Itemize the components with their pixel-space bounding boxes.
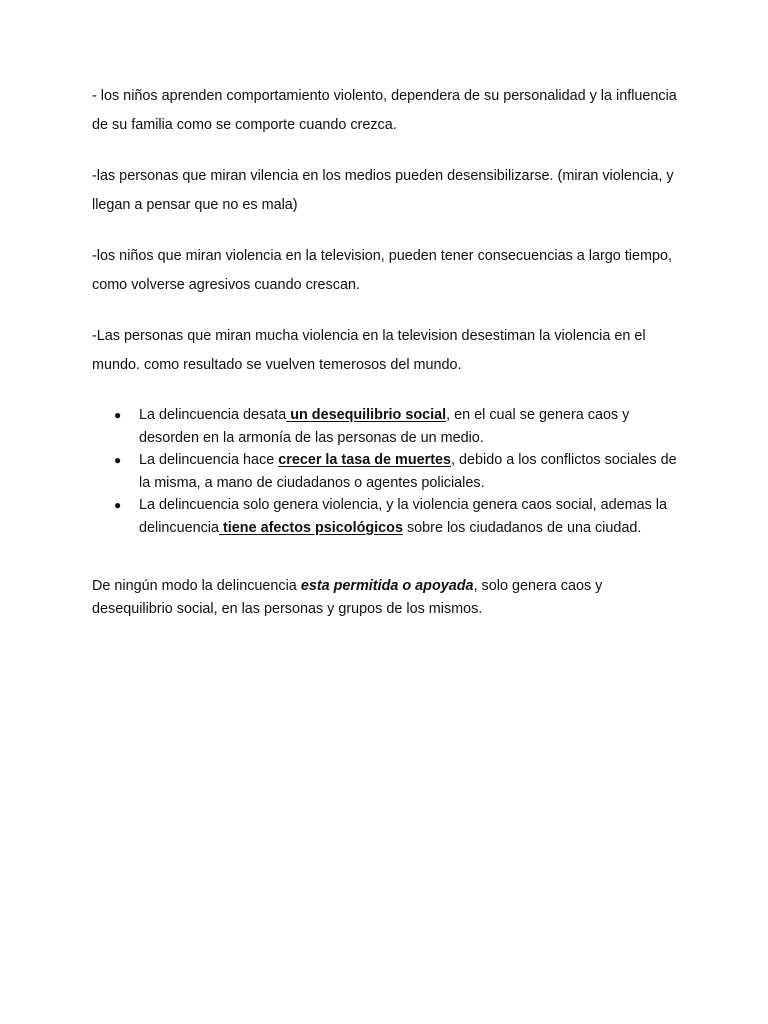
bullet-dot-icon: ● <box>114 453 122 467</box>
bullet-emphasis: crecer la tasa de muertes <box>278 452 452 468</box>
bullet-text-after: , debido a los conflictos sociales de la misma, a mano de ciudadanos o agentes policiales. <box>139 452 677 491</box>
bullet-item-3 <box>92 494 682 539</box>
bullet-text-after: , en el cual se genera caos y desorden en la armonía de las personas de un medio. <box>139 407 630 446</box>
paragraph-4: -Las personas que miran mucha violencia en la television desestiman la violencia en el mundo. como resultado se vuelven temerosos del mundo. <box>92 328 646 373</box>
bullet-dot-icon: ● <box>114 408 122 422</box>
conclusion-text-after: , solo genera caos y desequilibrio social, en las personas y grupos de los mismos. <box>92 578 603 617</box>
paragraph-1: - los niños aprenden comportamiento violento, dependera de su personalidad y la influencia de su familia como se comporte cuando crezca. <box>92 88 677 133</box>
bullet-list <box>92 404 682 539</box>
bullet-text-before: La delincuencia desata <box>139 407 287 423</box>
bullet-emphasis: tiene afectos psicológicos <box>219 519 403 536</box>
paragraph-3: -los niños que miran violencia en la television, pueden tener consecuencias a largo tiempo, como volverse agresivos cuando crescan. <box>92 248 672 293</box>
bullet-text-before: La delincuencia solo genera violencia, y la violencia genera caos social, ademas la delincuencia <box>139 497 667 536</box>
bullet-emphasis: un desequilibrio social <box>286 407 447 423</box>
conclusion-emphasis: esta permitida o apoyada <box>300 578 474 594</box>
bullet-text-after: sobre los ciudadanos de una ciudad. <box>402 519 642 536</box>
conclusion-paragraph <box>92 575 682 620</box>
bullet-text-before: La delincuencia hace <box>139 452 279 468</box>
bullet-dot-icon: ● <box>114 498 122 512</box>
bullet-item-2 <box>92 449 682 494</box>
bullet-item-1 <box>92 404 682 449</box>
conclusion-text-before: De ningún modo la delincuencia <box>92 578 301 594</box>
paragraph-2: -las personas que miran vilencia en los medios pueden desensibilizarse. (miran violencia, y llegan a pensar que no es mala) <box>92 168 674 213</box>
